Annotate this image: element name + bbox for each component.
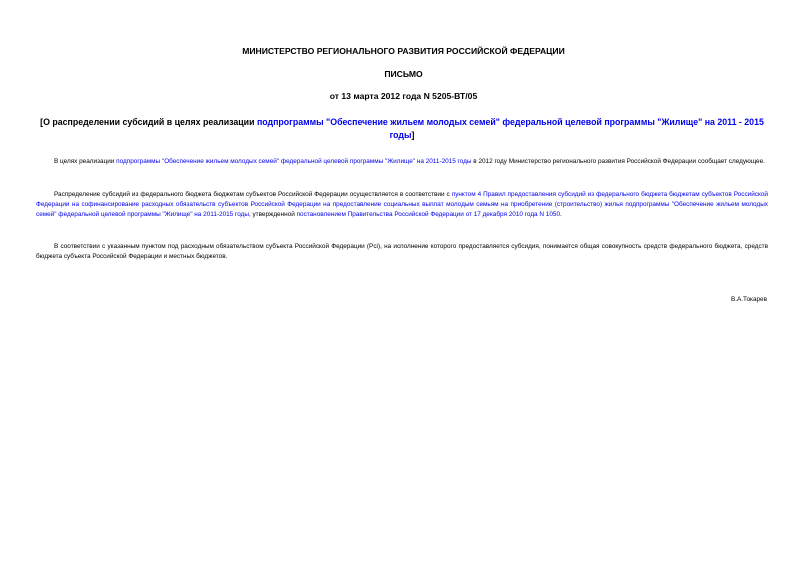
document-date-number: от 13 марта 2012 года N 5205-ВТ/05 — [329, 91, 478, 101]
document-type: ПИСЬМО — [384, 69, 423, 79]
program-link[interactable]: подпрограммы "Обеспечение жильем молодых семей" федеральной целевой программы "Жилище" на 2011-2015 годы — [116, 158, 472, 165]
paragraph-text: . — [560, 211, 562, 218]
document-subject — [36, 116, 768, 141]
paragraph-text: В соответствии с указанным пунктом под расходным обязательством субъекта Российской Федерации (Рсi), на исполнение которого предоставляется субсидия, понимается общая совокупность средств федерального бюджета, средств бюджета субъекта Российской Федерации и местных бюджетов. — [36, 243, 768, 260]
program-link[interactable]: подпрограммы "Обеспечение жильем молодых семей" федеральной целевой программы "Жилище" на 2011-2015 годы — [36, 201, 768, 218]
paragraph-1 — [36, 157, 768, 167]
rules-link[interactable]: пунктом 4 Правил предоставления субсидий из федерального бюджета бюджетам субъектов Российской Федерации на софинансирование расходных обязательств субъектов Российской Федерации на предоставление социальных выплат молодым семьям на приобретение (строительство) жилья — [36, 191, 768, 208]
issuing-authority: МИНИСТЕРСТВО РЕГИОНАЛЬНОГО РАЗВИТИЯ РОССИЙСКОЙ ФЕДЕРАЦИИ — [242, 46, 565, 56]
signatory: В.А.Токарев — [730, 296, 767, 303]
paragraph-text: Распределение субсидий из федерального бюджета бюджетам субъектов Российской Федерации осуществляется в соответствии с — [54, 191, 452, 198]
subject-suffix: ] — [411, 129, 415, 140]
subject-program-link[interactable]: подпрограммы "Обеспечение жильем молодых семей" федеральной целевой программы "Жилище" на 2011 - 2015 годы — [256, 117, 764, 140]
paragraph-text: в 2012 году Министерство регионального развития Российской Федерации сообщает следующее. — [471, 158, 765, 165]
government-decree-link[interactable]: постановлением Правительства Российской Федерации от 17 декабря 2010 года N 1050 — [296, 211, 560, 218]
paragraph-2 — [36, 190, 768, 220]
paragraph-text: В целях реализации — [54, 158, 117, 165]
subject-prefix: [О распределении субсидий в целях реализации — [40, 117, 257, 127]
paragraph-3 — [36, 242, 768, 262]
paragraph-text: , утвержденной — [248, 211, 297, 218]
